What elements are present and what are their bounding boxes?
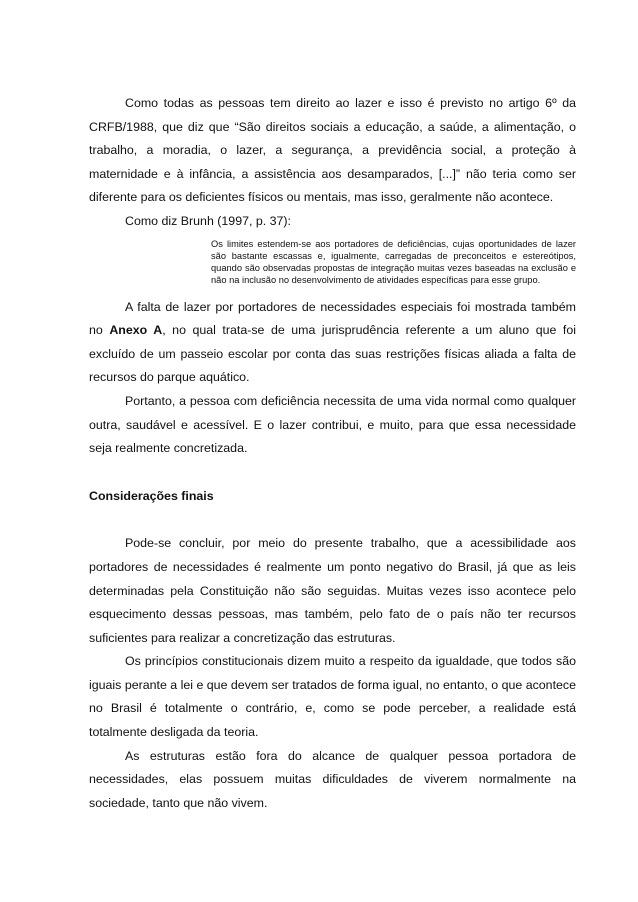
paragraph-portanto: Portanto, a pessoa com deficiência necessita de uma vida normal como qualquer outra, saudável e acessível. E o lazer contribui, e muito, para que essa necessidade seja realmente concretizada. bbox=[89, 393, 576, 456]
section-heading: Considerações finais bbox=[89, 488, 214, 503]
document-page bbox=[89, 92, 576, 815]
anexo-text-before: A falta de lazer por portadores de necessidades especiais foi mostrada também no bbox=[89, 299, 576, 338]
paragraph-brunh-intro: Como diz Brunh (1997, p. 37): bbox=[125, 213, 291, 228]
paragraph-conclusao: Pode-se concluir, por meio do presente trabalho, que a acessibilidade aos portadores de necessidades é realmente um ponto negativo do Brasil, já que as leis determinadas pela Constituição não são seguidas. Muitas vezes isso acontece pelo esquecimento dessas pessoas, mas também, pelo fato de o país não ter recursos suficientes para realizar a concretização das estruturas. bbox=[89, 536, 576, 645]
block-quote: Os limites estendem-se aos portadores de deficiências, cujas oportunidades de lazer são bastante escassas e, igualmente, carregadas de preconceitos e estereótipos, quando são observadas propostas de integração muitas vezes baseadas na exclusão e não na inclusão no desenvolvimento de atividades específicas para esse grupo. bbox=[211, 238, 576, 285]
anexo-a-bold: Anexo A bbox=[109, 323, 163, 338]
anexo-text-after: , no qual trata-se de uma jurisprudência referente a um aluno que foi excluído de um passeio escolar por conta das suas restrições físicas aliada a falta de recursos do parque aquático. bbox=[89, 323, 576, 385]
paragraph-direito-lazer: Como todas as pessoas tem direito ao lazer e isso é previsto no artigo 6º da CRFB/1988, que diz que “São direitos sociais a educação, a saúde, a alimentação, o trabalho, a moradia, o lazer, a segurança, a previdência social, a proteção à maternidade e à infância, a assistência aos desamparados, [...]” não teria como ser diferente para os deficientes físicos ou mentais, mas isso, geralmente não acontece. bbox=[89, 96, 576, 205]
paragraph-estruturas: As estruturas estão fora do alcance de qualquer pessoa portadora de necessidades, elas possuem muitas dificuldades de viverem normalmente na sociedade, tanto que não vivem. bbox=[89, 748, 576, 810]
paragraph-principios: Os princípios constitucionais dizem muito a respeito da igualdade, que todos são iguais perante a lei e que devem ser tratados de forma igual, no entanto, o que acontece no Brasil é totalmente o contrário, e, como se pode perceber, a realidade está totalmente desligada da teoria. bbox=[89, 654, 576, 740]
paragraph-anexo-a bbox=[89, 296, 576, 390]
